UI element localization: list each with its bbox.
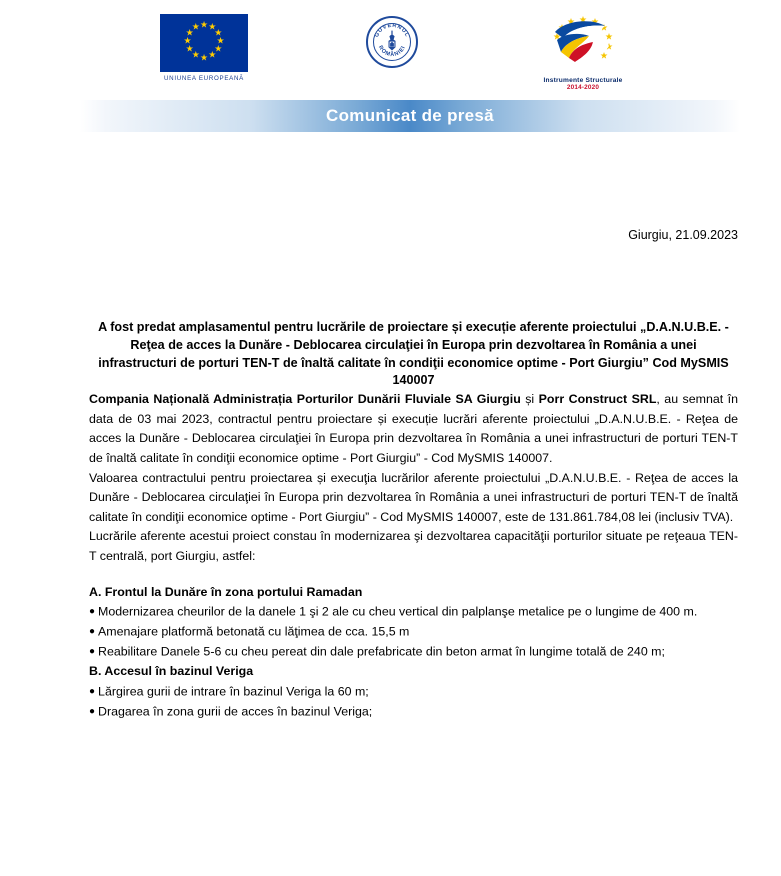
list-item	[89, 642, 738, 662]
banner-title: Comunicat de presă	[326, 106, 494, 125]
section-a-heading: A. Frontul la Dunăre în zona portului Ramadan	[89, 584, 363, 599]
structural-logo-caption-line2: 2014-2020	[566, 84, 600, 91]
paragraph-contract-signing-rest: , au semnat în data de 03 mai 2023, contractul pentru proiectare și execuție lucrări aferente proiectului „D.A.N.U.B.E. - Reţea de acces la Dunăre - Deblocarea circulaţiei în Europa prin dezvoltarea în România a unei infrastructuri de porturi TEN-T de înaltă calitate în condiţii economice optime - Port Giurgiu” - Cod MySMIS 140007.	[89, 392, 738, 465]
paragraph-works-scope: Lucrările aferente acestui proiect constau în modernizarea şi dezvoltarea capacităţii porturilor situate pe reţeaua TEN-T centrală, port Giurgiu, astfel:	[89, 529, 738, 563]
list-item	[89, 602, 738, 622]
eu-logo-caption: UNIUNEA EUROPEANĂ	[164, 75, 244, 82]
dateline: Giurgiu, 21.09.2023	[628, 228, 738, 242]
bullet-icon: ●	[89, 646, 96, 658]
eu-star-icon: ★	[185, 43, 194, 54]
list-item	[89, 622, 738, 642]
list-item	[89, 682, 738, 702]
eu-star-icon: ★	[214, 43, 223, 54]
list-item-label: Dragarea în zona gurii de acces în bazinul Veriga;	[98, 704, 373, 719]
eu-star-icon: ★	[199, 52, 209, 62]
party-name-beneficiary: Compania Națională Administrația Porturilor Dunării Fluviale SA Giurgiu	[89, 392, 521, 407]
eu-star-icon: ★	[216, 35, 225, 46]
eu-star-icon: ★	[208, 49, 217, 60]
eu-star-icon: ★	[199, 19, 209, 29]
bullet-icon: ●	[89, 606, 96, 618]
svg-text:ROMÂNIEI: ROMÂNIEI	[376, 44, 407, 59]
paragraph-contract-signing	[89, 390, 738, 468]
eu-star-icon: ★	[214, 27, 223, 38]
list-item-label: Modernizarea cheurilor de la danele 1 şi 2 ale cu cheu vertical din palplanşe metalice pe o lungime de 400 m.	[98, 604, 698, 619]
document-body	[89, 0, 738, 722]
structural-logo-caption-line1: Instrumente Structurale	[543, 77, 623, 84]
eu-star-icon: ★	[191, 21, 200, 32]
party-name-contractor: Porr Construct SRL	[538, 392, 657, 407]
section-b	[89, 662, 738, 722]
conjunction-text: și	[520, 392, 539, 407]
works-sections	[89, 583, 738, 723]
list-item-label: Amenajare platformă betonată cu lăţimea de cca. 15,5 m	[98, 624, 410, 639]
bullet-icon: ●	[89, 706, 96, 718]
page-title: A fost predat amplasamentul pentru lucrările de proiectare și execuție aferente proiectului „D.A.N.U.B.E. - Reţea de acces la Dunăre - Deblocarea circulaţiei în Europa prin dezvoltarea în România a unei infrastructuri de porturi TEN-T de înaltă calitate în condiţii economice optime - Port Giurgiu” Cod MySMIS 140007	[98, 320, 729, 388]
list-item	[89, 702, 738, 722]
bullet-icon: ●	[89, 686, 96, 697]
bullet-icon: ●	[89, 626, 96, 638]
paragraph-contract-value: Valoarea contractului pentru proiectarea și execuţia lucrărilor aferente proiectului „D.A.N.U.B.E. - Reţea de acces la Dunăre - Deblocarea circulaţiei în Europa prin dezvoltarea în România a unei infrastructuri de porturi TEN-T de înaltă calitate în condiţii economice optime - Port Giurgiu” - Cod MySMIS 140007, este de 131.861.784,08 lei (inclusiv TVA).	[89, 470, 738, 524]
eu-star-icon: ★	[208, 21, 217, 32]
svg-text:GUVERNUL: GUVERNUL	[373, 22, 410, 39]
eu-star-icon: ★	[185, 27, 194, 38]
list-item-label: Reabilitare Danele 5-6 cu cheu pereat din dale prefabricate din beton armat în lungime totală de 240 m;	[98, 644, 665, 659]
eu-star-icon: ★	[183, 35, 192, 46]
eu-star-icon: ★	[191, 49, 200, 60]
list-item-label: Lărgirea gurii de intrare în bazinul Veriga la 60 m;	[98, 684, 369, 699]
section-b-heading: B. Accesul în bazinul Veriga	[89, 664, 254, 679]
section-a	[89, 583, 738, 663]
